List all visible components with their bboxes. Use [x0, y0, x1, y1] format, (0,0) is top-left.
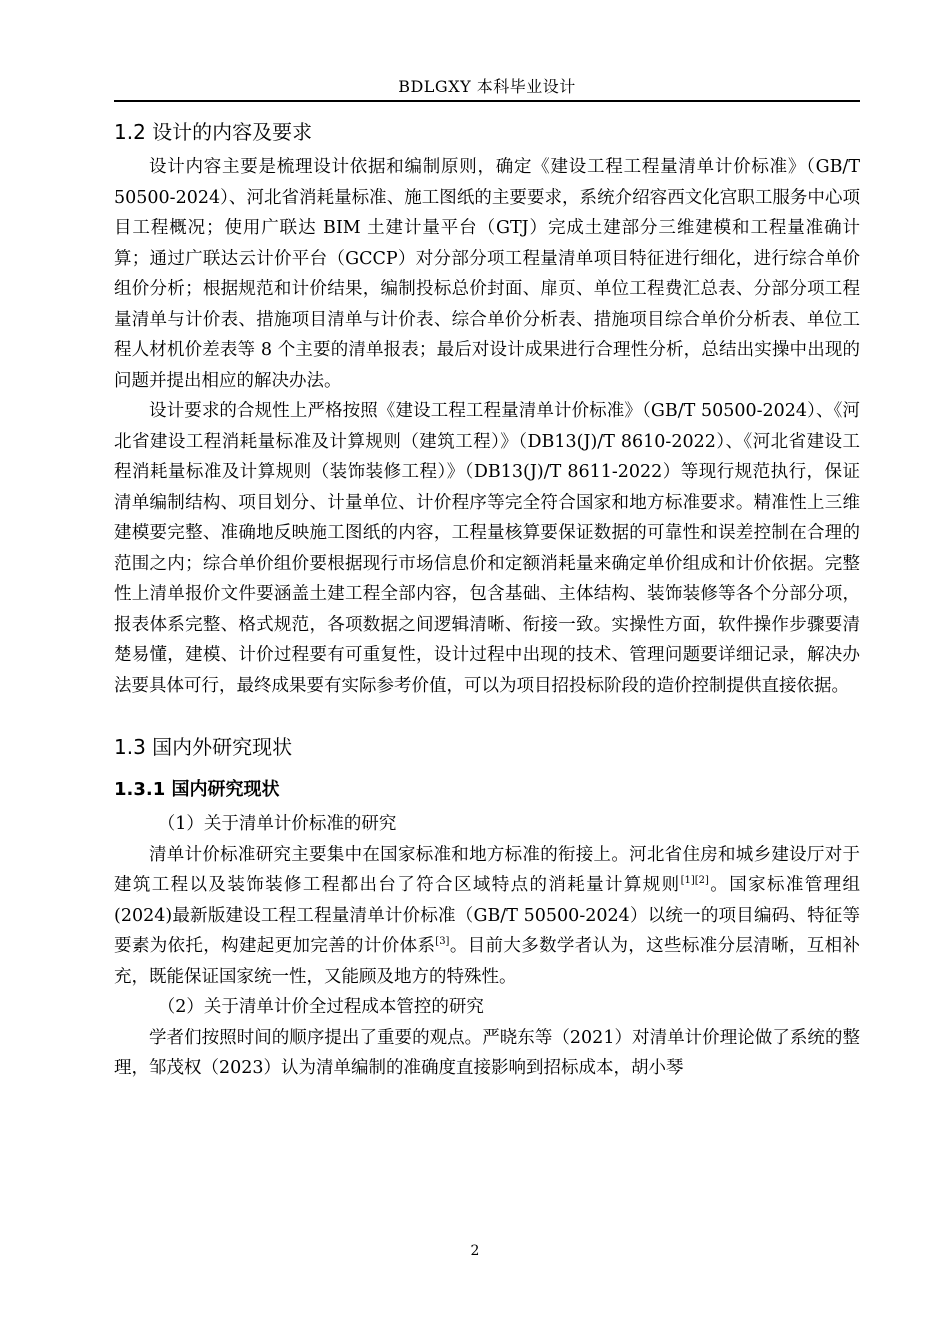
paragraph-design-requirements: 设计要求的合规性上严格按照《建设工程工程量清单计价标准》（GB/T 50500-2024）、《河北省建设工程消耗量标准及计算规则（建筑工程）》（DB13(J)/T 8610-2022）、《河北省建设工程消耗量标准及计算规则（装饰装修工程）》（DB13(J)/T 8611-2022）等现行规范执行，保证清单编制结构、项目划分、计量单位、计价程序等完全符合国家和地方标准要求。精准性上三维建模要完整、准确地反映施工图纸的内容，工程量核算要保证数据的可靠性和误差控制在合理的范围之内；综合单价组价要根据现行市场信息价和定额消耗量来确定单价组成和计价依据。完整性上清单报价文件要涵盖土建工程全部内容，包含基础、主体结构、装饰装修等各个分部分项，报表体系完整、格式规范，各项数据之间逻辑清晰、衔接一致。实操性方面，软件操作步骤要清楚易懂，建模、计价过程要有可重复性，设计过程中出现的技术、管理问题要详细记录，解决办法要具体可行，最终成果要有实际参考价值，可以为项目招投标阶段的造价控制提供直接依据。 [114, 401, 860, 696]
paragraph-text: 。目前大多数学者认为，这些标准分层清晰，互相补充，既能保证国家统一性，又能顾及地方的特殊性。 [114, 936, 861, 987]
section-heading-1-3: 1.3 国内外研究现状 [114, 735, 293, 759]
running-header: BDLGXY 本科毕业设计 [398, 77, 576, 96]
page-content [114, 112, 860, 1084]
paragraph-text: 清单计价标准研究主要集中在国家标准和地方标准的衔接上。河北省住房和城乡建设厅对于建筑工程以及装饰装修工程都出台了符合区域特点的消耗量计算规则 [114, 844, 860, 895]
spacer [114, 701, 860, 727]
subsection-heading-1-3-1: 1.3.1 国内研究现状 [114, 779, 280, 800]
citation-3: [3] [435, 936, 450, 948]
page-number: 2 [470, 1243, 480, 1259]
subheading-standards-research: （1）关于清单计价标准的研究 [157, 814, 397, 834]
header-rule [114, 100, 860, 102]
citation-1-2: [1][2] [680, 875, 709, 887]
paragraph-standards-research [114, 840, 860, 993]
paragraph-cost-control-research: 学者们按照时间的顺序提出了重要的观点。严晓东等（2021）对清单计价理论做了系统的整理，邹茂权（2023）认为清单编制的准确度直接影响到招标成本，胡小琴 [114, 1027, 860, 1078]
section-heading-1-2: 1.2 设计的内容及要求 [114, 120, 313, 144]
subheading-cost-control-research: （2）关于清单计价全过程成本管控的研究 [157, 997, 484, 1017]
paragraph-text: 。国家标准管理组(2024)最新版建设工程工程量清单计价标准（GB/T 50500-2024）以统一的项目编码、特征等要素为依托，构建起更加完善的计价体系 [114, 875, 861, 956]
paragraph-design-content: 设计内容主要是梳理设计依据和编制原则，确定《建设工程工程量清单计价标准》（GB/T 50500-2024）、河北省消耗量标准、施工图纸的主要要求，系统介绍容西文化宫职工服务中心项目工程概况；使用广联达 BIM 土建计量平台（GTJ）完成土建部分三维建模和工程量准确计算；通过广联达云计价平台（GCCP）对分部分项工程量清单项目特征进行细化，进行综合单价组价分析；根据规范和计价结果，编制投标总价封面、扉页、单位工程费汇总表、分部分项工程量清单与计价表、措施项目清单与计价表、综合单价分析表、措施项目综合单价分析表、单位工程人材机价差表等 8 个主要的清单报表；最后对设计成果进行合理性分析，总结出实操中出现的问题并提出相应的解决办法。 [114, 157, 860, 391]
